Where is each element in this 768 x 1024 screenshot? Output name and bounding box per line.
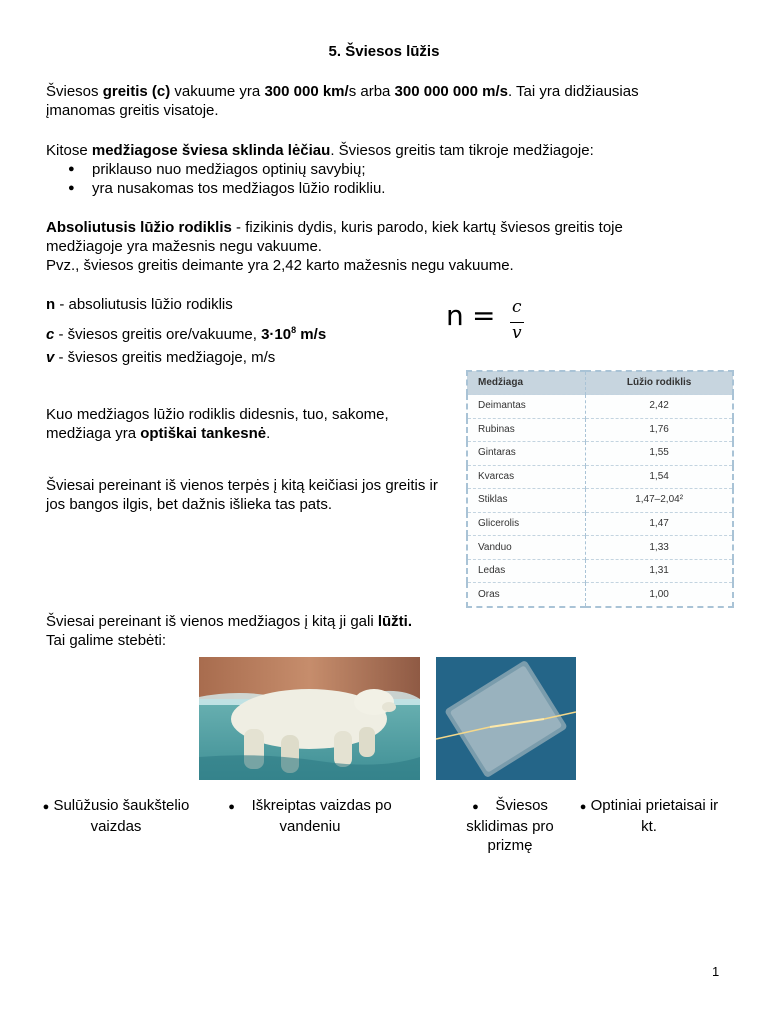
material-column-header: Medžiaga	[467, 371, 586, 395]
caption-spoon: ● Sulūžusio šaukštelio vaizdas	[42, 797, 190, 835]
index-column-header: Lūžio rodiklis	[586, 371, 733, 395]
n-definition: n - absoliutusis lūžio rodiklis	[46, 296, 233, 313]
caption-prism: ● Šviesos sklidimas pro prizmę	[466, 797, 554, 854]
bullet-icon: ●	[472, 801, 479, 813]
optical-density-paragraph: Kuo medžiagos lūžio rodiklis didesnis, tuo, sakome, medžiaga yra optiškai tankesnė.	[46, 406, 389, 442]
table-header-row	[467, 371, 733, 395]
light-through-glass-image	[436, 657, 576, 780]
table-row: Deimantas 2,42	[467, 395, 733, 419]
list-item: ● yra nusakomas tos medžiagos lūžio rodikliu.	[46, 179, 686, 198]
caption-optical-devices: ● Optiniai prietaisai ir kt.	[579, 797, 719, 835]
table-row: Gintaras 1,55	[467, 442, 733, 466]
v-definition: v - šviesos greitis medžiagoje, m/s	[46, 349, 276, 366]
medium-speed-bullets	[46, 160, 686, 198]
list-item: ● priklauso nuo medžiagos optinių savybių;	[46, 160, 686, 179]
page-title: 5. Šviesos lūžis	[328, 43, 440, 60]
refractive-index-definition: Absoliutusis lūžio rodiklis - fizikinis dydis, kuris parodo, kiek kartų šviesos greitis toje medžiagoje yra mažesnis negu vakuume. Pvz., šviesos greitis deimante yra 2,42 karto mažesnis negu vakuume.	[46, 219, 623, 274]
table-row: Rubinas 1,76	[467, 418, 733, 442]
polar-bear-underwater-image	[199, 657, 420, 780]
refraction-paragraph: Šviesai pereinant iš vienos medžiagos į kitą ji gali lūžti. Tai galime stebėti:	[46, 613, 413, 649]
c-definition: c - šviesos greitis ore/vakuume, $3\cdot 10^8$ m/s	[46, 325, 327, 343]
table-row: Ledas 1,31	[467, 559, 733, 583]
refractive-index-formula: n = c v	[430, 296, 530, 348]
speed-of-light-paragraph: Šviesos greitis (c) vakuume yra 300 000 km/s arba 300 000 000 m/s. Tai yra didžiausias įmanomas greitis visatoje.	[46, 83, 639, 119]
table-row: Vanduo 1,33	[467, 536, 733, 560]
table-row: Oras 1,00	[467, 583, 733, 607]
bullet-icon: ●	[228, 801, 235, 813]
medium-speed-paragraph: Kitose medžiagose šviesa sklinda lėčiau. Šviesos greitis tam tikroje medžiagoje: ● priklauso nuo medžiagos optinių savybių; ● yra nusakomas tos medžiagos lūžio rodikliu.	[46, 141, 686, 198]
frequency-paragraph: Šviesai pereinant iš vienos terpės į kitą keičiasi jos greitis ir jos bangos ilgis, bet dažnis išlieka tas pats.	[46, 477, 438, 513]
table-row: Glicerolis 1,47	[467, 512, 733, 536]
caption-underwater: ● Iškreiptas vaizdas po vandeniu	[228, 797, 392, 835]
bullet-icon: ●	[579, 801, 587, 813]
refractive-index-table	[466, 370, 734, 608]
diamond-example: Pvz., šviesos greitis deimante yra 2,42 karto mažesnis negu vakuume.	[46, 257, 514, 274]
page-number: 1	[712, 964, 720, 979]
table-row: Kvarcas 1,54	[467, 465, 733, 489]
bullet-icon: ●	[42, 801, 50, 813]
table-row: Stiklas 1,47–2,04²	[467, 489, 733, 513]
